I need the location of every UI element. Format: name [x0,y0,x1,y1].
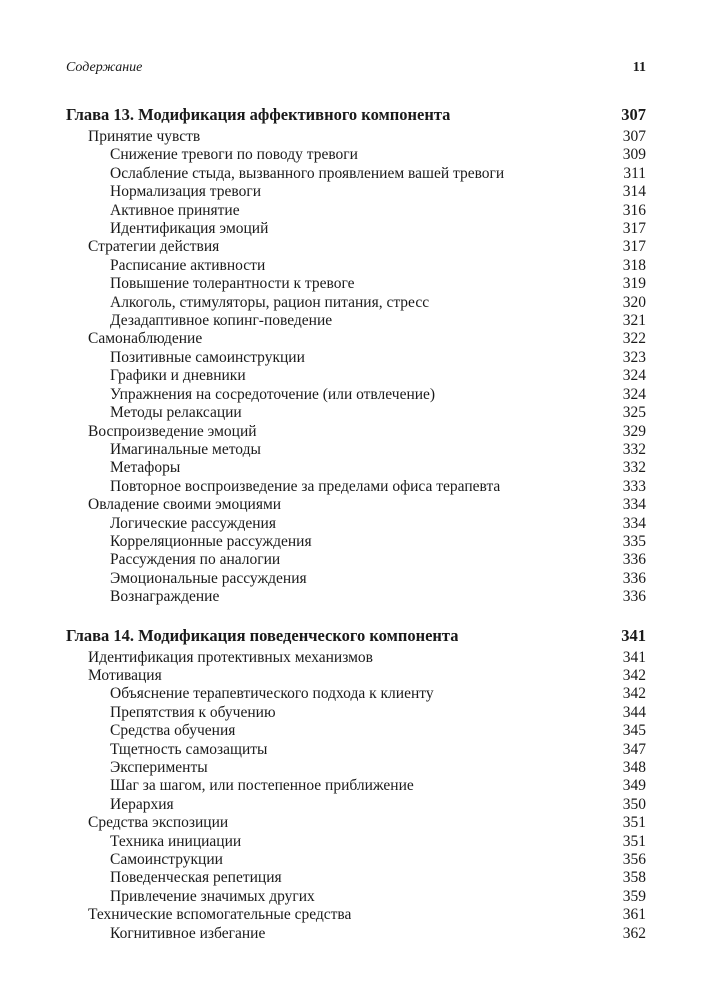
toc-section-entry [66,330,646,348]
entry-title: Иерархия [110,795,174,813]
entry-page-number: 320 [622,293,646,311]
entry-page-number: 332 [622,440,646,458]
toc-subsection-entry [66,386,646,404]
entry-title: Позитивные самоинструкции [110,348,305,366]
entry-title: Препятствия к обучению [110,703,276,721]
toc-section-entry [66,128,646,146]
toc-subsection-entry [66,146,646,164]
toc-section-entry [66,906,646,924]
entry-page-number: 350 [622,795,646,813]
entry-title: Поведенческая репетиция [110,869,282,887]
toc-section-entry [66,496,646,514]
toc-subsection-entry [66,777,646,795]
entry-title: Принятие чувств [88,128,201,145]
entry-page-number: 323 [622,348,646,366]
entry-title: Логические рассуждения [110,514,276,532]
toc-subsection-entry [66,404,646,422]
entry-title: Идентификация протективных механизмов [88,648,374,666]
entry-title: Овладение своими эмоциями [88,496,282,514]
entry-page-number: 314 [622,183,646,201]
toc-subsection-entry [66,441,646,459]
entry-page-number: 318 [622,256,646,274]
entry-page-number: 359 [622,887,646,905]
entry-title: Шаг за шагом, или постепенное приближение [110,777,414,795]
entry-title: Эмоциональные рассуждения [110,569,307,587]
toc-subsection-entry [66,349,646,367]
entry-page-number: 347 [622,740,646,758]
entry-title: Упражнения на сосредоточение (или отвлечение) [110,385,436,403]
chapter-title: Глава 13. Модификация аффективного компонента [66,105,451,124]
chapter-heading [66,104,646,126]
toc-subsection-entry [66,165,646,183]
entry-page-number: 322 [622,330,646,348]
entry-page-number: 309 [622,146,646,164]
entry-page-number: 316 [622,201,646,219]
toc-subsection-entry [66,220,646,238]
entry-page-number: 356 [622,851,646,869]
entry-title: Расписание активности [110,256,266,274]
entry-title: Привлечение значимых других [110,887,315,905]
toc-section-entry [66,814,646,832]
entry-page-number: 307 [622,128,646,145]
toc-subsection-entry [66,796,646,814]
running-head [66,60,646,82]
entry-page-number: 345 [622,722,646,740]
entry-title: Повышение толерантности к тревоге [110,275,355,293]
entry-page-number: 335 [622,532,646,550]
entry-title: Алкоголь, стимуляторы, рацион питания, стресс [110,293,430,311]
entry-page-number: 336 [622,588,646,606]
entry-page-number: 344 [622,703,646,721]
entry-title: Тщетность самозащиты [110,740,268,758]
toc-subsection-entry [66,722,646,740]
entry-title: Повторное воспроизведение за пределами офиса терапевта [110,477,501,495]
chapter-page-number: 341 [621,625,646,645]
entry-title: Техника инициации [110,832,242,850]
toc-subsection-entry [66,759,646,777]
entry-page-number: 321 [622,312,646,330]
entry-page-number: 334 [622,514,646,532]
entry-title: Корреляционные рассуждения [110,532,312,550]
toc-subsection-entry [66,551,646,569]
toc-chapter [66,625,646,944]
entry-page-number: 319 [622,275,646,293]
toc-subsection-entry [66,570,646,588]
toc-subsection-entry [66,704,646,722]
entry-page-number: 317 [622,238,646,256]
entry-title: Стратегии действия [88,238,220,256]
entry-title: Когнитивное избегание [110,924,266,942]
entry-title: Объяснение терапевтического подхода к клиенту [110,685,434,703]
entry-title: Средства экспозиции [88,814,229,832]
toc-subsection-entry [66,588,646,606]
entry-page-number: 361 [622,906,646,924]
toc-section-entry [66,649,646,667]
entry-title: Эксперименты [110,759,208,776]
toc-subsection-entry [66,478,646,496]
entry-title: Рассуждения по аналогии [110,551,281,569]
entry-title: Идентификация эмоций [110,220,269,238]
entry-page-number: 329 [622,422,646,440]
entry-page-number: 358 [622,869,646,887]
entry-title: Воспроизведение эмоций [88,422,257,440]
entry-page-number: 351 [622,832,646,850]
entry-page-number: 351 [622,814,646,832]
toc-section-entry [66,238,646,256]
entry-page-number: 348 [622,759,646,776]
toc-chapter [66,104,646,607]
entry-title: Снижение тревоги по поводу тревоги [110,146,358,164]
running-head-title: Содержание [66,60,143,75]
toc-section-entry [66,423,646,441]
entry-title: Дезадаптивное копинг-поведение [110,312,333,330]
toc-subsection-entry [66,685,646,703]
entry-title: Технические вспомогательные средства [88,906,352,924]
entry-title: Ослабление стыда, вызванного проявлением вашей тревоги [110,164,505,182]
toc-subsection-entry [66,741,646,759]
entry-title: Метафоры [110,459,181,477]
toc-subsection-entry [66,888,646,906]
page-number: 11 [632,60,646,75]
table-of-contents [66,104,646,943]
entry-title: Средства обучения [110,722,236,740]
chapter-page-number: 307 [621,105,646,124]
chapter-title: Глава 14. Модификация поведенческого компонента [66,625,459,645]
toc-subsection-entry [66,294,646,312]
toc-subsection-entry [66,851,646,869]
entry-page-number: 317 [622,220,646,238]
toc-subsection-entry [66,257,646,275]
toc-subsection-entry [66,459,646,477]
entry-page-number: 336 [622,569,646,587]
entry-page-number: 325 [622,404,646,422]
toc-subsection-entry [66,833,646,851]
entry-page-number: 342 [622,685,646,703]
toc-subsection-entry [66,202,646,220]
entry-page-number: 362 [622,924,646,942]
toc-subsection-entry [66,925,646,943]
entry-title: Методы релаксации [110,404,242,422]
entry-page-number: 332 [622,459,646,477]
entry-title: Вознаграждение [110,588,220,606]
entry-page-number: 324 [622,367,646,385]
entry-page-number: 336 [622,551,646,569]
entry-title: Графики и дневники [110,367,246,385]
entry-page-number: 349 [622,777,646,795]
entry-page-number: 342 [622,666,646,684]
entry-page-number: 324 [622,385,646,403]
entry-title: Самоинструкции [110,851,223,869]
toc-subsection-entry [66,312,646,330]
toc-subsection-entry [66,515,646,533]
entry-page-number: 333 [622,477,646,495]
entry-title: Активное принятие [110,201,240,219]
entry-title: Нормализация тревоги [110,183,262,201]
chapter-heading [66,625,646,647]
toc-subsection-entry [66,183,646,201]
entry-title: Самонаблюдение [88,330,203,348]
entry-title: Мотивация [88,666,162,684]
toc-subsection-entry [66,275,646,293]
toc-section-entry [66,667,646,685]
toc-subsection-entry [66,367,646,385]
entry-title: Имагинальные методы [110,440,261,458]
toc-page [66,60,646,943]
entry-page-number: 311 [623,164,646,182]
entry-page-number: 334 [622,496,646,514]
toc-subsection-entry [66,533,646,551]
entry-page-number: 341 [622,648,646,666]
toc-subsection-entry [66,869,646,887]
